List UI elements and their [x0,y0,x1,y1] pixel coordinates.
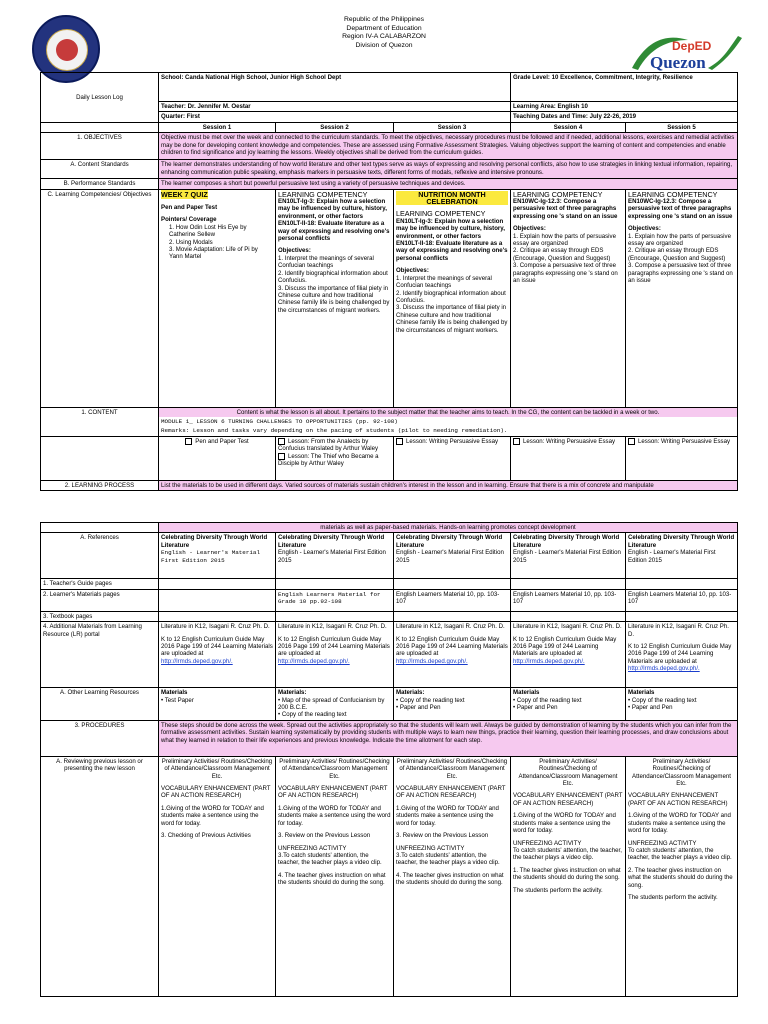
s2-objective-3: 3. Discuss the importance of filial piety in Chinese culture and how traditional Chinese family life is being challenged by the circumstances of migrant workers. [278,284,390,314]
daily-lesson-log-title: Daily Lesson Log [41,73,159,123]
references-label: A. References [41,533,159,579]
teacher-cell: Teacher: Dr. Jennifer M. Oestar [159,102,511,112]
s5-vocab-heading: VOCABULARY ENHANCEMENT (PART OF AN ACTION RESEARCH) [628,792,728,807]
content-description-cell [159,407,738,436]
materials-cont-blank [41,523,159,533]
s5-perform: The students perform the activity. [628,893,718,901]
s1-add-1: Literature in K12, Isagani R. Cruz Ph. D. [161,623,270,631]
tb-pages-label: 3. Textbook pages [41,611,159,621]
s1-additional [159,622,276,688]
s1-content-cell [159,436,276,480]
tg-pages-label: 1. Teacher's Guide pages [41,579,159,589]
s2-video-clip: 3.To catch students' attention, the teacher, the teacher plays a video clip. [278,851,382,867]
s1-pointers-list: 1. How Odin Lost His Eye by Catherine Sellew 2. Using Modals 3. Movie Adaptation: Life of Pi by Yann Martel [169,223,258,261]
s3-objective-2: 2. Identify biographical information about Confucius. [396,289,506,304]
s5-materials: Materials • Copy of the reading text • Paper and Pen [626,688,738,721]
division-line: Division of Quezon [355,41,413,49]
s4-content-cell [511,436,626,480]
s1-references [159,533,276,579]
s5-material-2: Paper and Pen [631,704,673,712]
s5-objective-2: 2. Critique an essay through EDS (Encourage, Question and Suggest) [628,247,726,262]
s5-materials-heading: Materials [628,689,655,697]
s1-materials: Materials • Test Paper [159,688,276,721]
content-standards-text: The learner demonstrates understanding of how world literature and other text types serve as ways of expressing and resolving personal conflicts, also how to use strategies in linking textual information, repairing, enhancing communication public speaking, emphasis markers in persuasive texts, different forms of modals, reflexive and intensive pronouns. [159,160,738,179]
s1-prelim: Preliminary Activities/ Routines/Checking of Attendance/Classroom Management Etc. [161,757,273,780]
s2-additional [276,622,394,688]
s5-additional [626,622,738,688]
s2-content-cell [276,436,394,480]
s4-vocab-heading: VOCABULARY ENHANCEMENT (PART OF AN ACTION RESEARCH) [513,792,623,807]
s2-prelim: Preliminary Activities/ Routines/Checking of Attendance/Classroom Management Etc. [279,757,390,780]
s5-ref-edition: English - Learner's Material First Edition 2015 [628,549,716,564]
checkbox-icon [396,438,403,445]
session-3-header: Session 3 [394,122,511,132]
s1-pen-paper-test: Pen and Paper Test [161,204,218,212]
s2-review: 3. Review on the Previous Lesson [278,832,371,840]
s2-word-today: 1.Giving of the WORD for TODAY and students make a sentence using the word for today. [278,804,391,827]
s5-content-cell [626,436,738,480]
s4-lc-heading: LEARNING COMPETENCY [513,189,603,199]
checkbox-icon [278,438,285,445]
s2-references [276,533,394,579]
s4-ref-edition: English - Learner's Material First Edition 2015 [513,549,621,564]
s3-material-2: Paper and Pen [399,704,441,712]
s5-procedure [626,756,738,996]
s2-material-2: Copy of the reading text [281,711,347,719]
checkbox-icon [185,438,192,445]
s5-references [626,533,738,579]
s4-code-1: EN10WC-Ig-12.3: Compose a persuasive text of three paragraphs expressing one 's stand on an issue [513,198,618,220]
s4-instruction: 1. The teacher gives instruction on what the students should do during the song. [513,866,621,882]
s4-procedure [511,756,626,996]
s3-materials-heading: Materials: [396,689,425,697]
s4-word-today: 1.Giving of the WORD for TODAY and students make a sentence using the word for today. [513,812,616,835]
s1-checking: 3. Checking of Previous Activities [161,832,251,840]
region-line: Region IV-A CALABARZON [342,33,426,41]
session-4-header: Session 4 [511,122,626,132]
s1-pointers-heading: Pointers/ Coverage [161,216,217,224]
s5-objectives-heading: Objectives: [628,225,661,233]
learning-process-label: 2. LEARNING PROCESS [41,480,159,490]
lesson-log-table-1 [40,72,738,491]
s2-ref-title: Celebrating Diversity Through World Literature [278,534,385,549]
s3-prelim: Preliminary Activities/ Routines/Checking of Attendance/Classroom Management Etc. [396,757,508,780]
competencies-label: C. Learning Competencies/ Objectives [41,189,159,407]
s1-procedure [159,756,276,996]
lesson-log-table-2 [40,522,738,997]
s3-additional [394,622,511,688]
s3-review: 3. Review on the Previous Lesson [396,832,489,840]
s2-objective-2: 2. Identify biographical information about Confucius. [278,269,388,285]
performance-standards-text: The learner composes a short but powerful persuasive text using a variety of persuasive techniques and devices. [159,179,738,189]
s3-lm-pages: English Learners Material 10, pp. 103-107 [394,589,511,611]
deped-quezon-logo [628,30,750,74]
checkbox-icon [278,453,285,460]
procedures-text: These steps should be done across the week. Spread out the activities appropriately so that the students will learn well. Always be guided by demonstration of learning by the students which you can infer from the formative assessment activities. Sustain learning systematically by providing students with multiple ways to learn new things, practice their learning, question their learning processes, and draw conclusions about what they learned in relation to their life experiences and previous knowledge. Indicate the time allotment for each step. [159,720,738,756]
s4-competency-cell [511,189,626,407]
week-7-quiz-label: WEEK 7 QUIZ [161,189,208,199]
svg-text:Quezon: Quezon [650,53,706,72]
objectives-label: 1. OBJECTIVES [41,133,159,160]
page-two [0,508,768,1024]
checkbox-icon [513,438,520,445]
s4-materials-heading: Materials [513,689,540,697]
s4-material-1: Copy of the reading text [516,696,582,704]
s2-objective-1: 1. Interpret the meanings of several Confucian teachings [278,254,374,270]
performance-standards-label: B. Performance Standards [41,179,159,189]
lm-pages-label: 2. Learner's Materials pages [41,589,159,611]
s1-vocab-heading: VOCABULARY ENHANCEMENT (PART OF AN ACTION RESEARCH) [161,785,271,800]
objectives-text: Objective must be met over the week and connected to the curriculum standards. To meet the objectives, necessary procedures must be followed and if needed, additional lessons, exercises and remedial activities may be done for developing content knowledge and competencies. These are assessed using Formative Assessment Strategies. Valuing objectives support the learning of content and competencies and enable children to find significance and joy learning the lessons. Weekly objectives shall be derived from the curriculum guides. [159,133,738,160]
page-one [0,0,768,505]
s4-references [511,533,626,579]
s5-prelim: Preliminary Activities/ Routines/Checking of Attendance/Classroom Management Etc. [632,757,731,788]
s3-objective-3: 3. Discuss the importance of filial piety in Chinese culture and how traditional Chinese family life is being challenged by the circumstances of migrant workers. [396,304,508,334]
s5-lm-pages: English Learners Material 10, pp. 103-107 [626,589,738,611]
s3-lesson: Lesson: Writing Persuasive Essay [406,437,499,445]
s3-lrmds-link[interactable]: http://lrmds.deped.gov.ph/. [396,657,468,665]
school-cell: School: Canda National High School, Junior High School Dept [159,73,511,102]
s4-objective-3: 3. Compose a persuasive text of three paragraphs expressing one 's stand on an issue [513,262,618,285]
s5-lrmds-link[interactable]: http://lrmds.deped.gov.ph/. [628,665,700,673]
other-resources-label: A. Other Learning Resources [41,688,159,721]
remarks-text: Remarks: Lesson and tasks vary depending on the pacing of students (pilot to needing remediation). [161,427,508,435]
s3-word-today: 1.Giving of the WORD for TODAY and students make a sentence using the word for today. [396,804,499,827]
s2-code-1: EN10LT-Ig-3: Explain how a selection may be influenced by culture, history, environment, or other factors [278,198,387,220]
s4-material-2: Paper and Pen [516,704,558,712]
s1-word-today: 1.Giving of the WORD for TODAY and students make a sentence using the word for today. [161,804,264,827]
s4-lrmds-link[interactable]: http://lrmds.deped.gov.ph/. [513,657,585,665]
learning-process-text: List the materials to be used in different days. Varied sources of materials sustain children's interest in the lesson and in learning. Ensure that there is a mix of concrete and manipulate [159,480,738,490]
s5-add-1: Literature in K12, Isagani R. Cruz Ph. D. [628,623,729,638]
s1-pointer-3: Movie Adaptation: Life of Pi by Yann Martel [169,246,258,261]
s4-lm-pages: English Learners Material 10, pp. 103-107 [511,589,626,611]
s3-competency-cell [394,189,511,407]
s3-materials: Materials: • Copy of the reading text • Paper and Pen [394,688,511,721]
s1-content-text: Pen and Paper Test [195,437,249,445]
s5-lc-heading: LEARNING COMPETENCY [628,189,718,199]
s2-procedure [276,756,394,996]
s3-ref-edition: English - Learner's Material First Edition 2015 [396,549,504,564]
s4-objective-1: 1. Explain how the parts of persuasive essay are organized [513,232,616,248]
s4-video-clip: To catch students' attention, the teacher, the teacher plays a video clip. [513,846,622,862]
s5-word-today: 1.Giving of the WORD for TODAY and students make a sentence using the word for today. [628,812,731,835]
s2-add-2: K to 12 English Curriculum Guide May 2016 Page 199 of 244 Learning Materials are uploaded at [278,635,390,658]
s3-instruction: 4. The teacher gives instruction on what the students should do during the song. [396,871,504,887]
s4-objective-2: 2. Critique an essay through EDS (Encourage, Question and Suggest) [513,247,611,262]
s2-lrmds-link[interactable]: http://lrmds.deped.gov.ph/. [278,657,350,665]
s1-ref-edition: English - Learner's Material First Edition 2015 [161,549,260,564]
s3-lc-heading: LEARNING COMPETENCY [396,209,486,219]
s5-code-1: EN10WC-Ig-12.3: Compose a persuasive text of three paragraphs expressing one 's stand on an issue [628,198,733,220]
s4-ref-title: Celebrating Diversity Through World Literature [513,534,620,549]
s5-objective-1: 1. Explain how the parts of persuasive essay are organized [628,232,731,248]
s5-ref-title: Celebrating Diversity Through World Literature [628,534,735,549]
s3-video-clip: 3.To catch students' attention, the teacher, the teacher plays a video clip. [396,851,500,867]
s4-materials: Materials • Copy of the reading text • Paper and Pen [511,688,626,721]
s3-references [394,533,511,579]
session-2-header: Session 2 [276,122,394,132]
s3-content-cell [394,436,511,480]
department-line: Department of Education [346,24,422,32]
s2-material-1: Map of the spread of Confucianism by 200 B.C.E. [278,696,385,712]
s1-pointer-1: How Odin Lost His Eye by Catherine Sellew [169,223,247,239]
grade-level-cell: Grade Level: 10 Excellence, Commitment, Integrity, Resilience [511,73,738,102]
additional-materials-label: 4. Additional Materials from Learning Resource (LR) portal [41,622,159,688]
s5-add-2: K to 12 English Curriculum Guide May 2016 Page 199 of 244 Learning Materials are uploaded at [628,643,732,665]
s2-lesson-2: Lesson: The Thief who Became a Disciple by Arthur Waley [278,452,379,468]
teaching-dates-cell: Teaching Dates and Time: July 22-26, 2019 [511,112,738,122]
s2-ref-edition: English - Learner's Material First Edition 2015 [278,549,386,564]
republic-line: Republic of the Philippines [343,16,425,23]
s5-objective-3: 3. Compose a persuasive text of three paragraphs expressing one 's stand on an issue [628,262,733,285]
content-blank [41,436,159,480]
module-title: MODULE 1_ LESSON 6 TURNING CHALLENGES TO OPPORTUNITIES (pp. 92-108) [161,418,398,426]
session-5-header: Session 5 [626,122,738,132]
s3-material-1: Copy of the reading text [399,696,465,704]
s3-code-1: EN10LT-Ig-3: Explain how a selection may be influenced by culture, history, environment, or other factors [396,217,505,240]
content-label: 1. CONTENT [41,407,159,436]
s2-code-2: EN10LT-II-18: Evaluate literature as a way of expressing and resolving one's personal conflicts [278,220,390,243]
s5-unfreezing: UNFREEZING ACTIVITY [628,839,697,847]
s3-objective-1: 1. Interpret the meanings of several Confucian teachings [396,274,492,290]
s4-perform: The students perform the activity. [513,886,603,894]
s1-material-1: Test Paper [164,696,194,704]
nutrition-month-label: NUTRITION MONTH CELEBRATION [396,191,508,206]
s5-lesson: Lesson: Writing Persuasive Essay [638,437,731,445]
procedures-label: 3. PROCEDURES [41,720,159,756]
letterhead [0,0,768,72]
s2-objectives-heading: Objectives: [278,247,311,255]
quarter-cell: Quarter: First [159,112,511,122]
checkbox-icon [628,438,635,445]
s4-prelim: Preliminary Activities/ Routines/Checking of Attendance/Classroom Management Etc. [518,757,618,788]
s2-materials-heading: Materials: [278,689,307,697]
s3-vocab-heading: VOCABULARY ENHANCEMENT (PART OF AN ACTION RESEARCH) [396,785,506,800]
learning-area-cell: Learning Area: English 10 [511,102,738,112]
s3-objectives-heading: Objectives: [396,267,429,275]
s4-additional [511,622,626,688]
s3-code-2: EN10LT-II-18: Evaluate literature as a way of expressing and resolving one's personal conflicts [396,240,508,262]
s3-ref-title: Celebrating Diversity Through World Literature [396,534,503,549]
s1-ref-title: Celebrating Diversity Through World Literature [161,534,268,549]
s3-add-2: K to 12 English Curriculum Guide May 2016 Page 199 of 244 Learning Materials are uploaded at [396,635,508,658]
s2-add-1: Literature in K12, Isagani R. Cruz Ph. D. [278,623,387,631]
s1-add-2: K to 12 English Curriculum Guide May 2016 Page 199 of 244 Learning Materials are uploaded at [161,635,273,658]
s2-instruction: 4. The teacher gives instruction on what the students should do during the song. [278,871,386,887]
s2-competency-cell [276,189,394,407]
reviewing-label: A. Reviewing previous lesson or presenting the new lesson [41,756,159,996]
session-1-header: Session 1 [159,122,276,132]
s4-unfreezing: UNFREEZING ACTIVITY [513,839,582,847]
s5-instruction: 2. The teacher gives instruction on what the students should do during the song. [628,866,733,889]
s5-competency-cell [626,189,738,407]
s2-lm-pages: English Learners Material for Grade 10 pp.92-108 [276,589,394,611]
s5-material-1: Copy of the reading text [631,696,697,704]
session-header-blank [41,122,159,132]
s2-materials: Materials: • Map of the spread of Confucianism by 200 B.C.E. • Copy of the reading text [276,688,394,721]
s4-add-1: Literature in K12, Isagani R. Cruz Ph. D. [513,623,622,631]
s3-procedure [394,756,511,996]
svg-text:DepED: DepED [672,39,712,53]
s1-materials-heading: Materials [161,689,188,697]
s1-pointer-2: Using Modals [175,238,213,246]
s3-unfreezing: UNFREEZING ACTIVITY [396,844,465,852]
content-standards-label: A. Content Standards [41,160,159,179]
s4-objectives-heading: Objectives: [513,225,546,233]
s4-add-2: K to 12 English Curriculum Guide May 2016 Page 199 of 244 Learning Materials are uploaded at [513,635,617,658]
s4-lesson: Lesson: Writing Persuasive Essay [523,437,616,445]
materials-cont-text: materials as well as paper-based materials. Hands-on learning promotes concept development [159,523,738,533]
s2-lesson-1: Lesson: From the Analects by Confucius translated by Arthur Waley [278,437,379,453]
s2-lc-heading: LEARNING COMPETENCY [278,189,368,199]
s1-competency-cell [159,189,276,407]
s3-add-1: Literature in K12, Isagani R. Cruz Ph. D. [396,623,505,631]
s2-vocab-heading: VOCABULARY ENHANCEMENT (PART OF AN ACTION RESEARCH) [278,785,388,800]
s1-lrmds-link[interactable]: http://lrmds.deped.gov.ph/. [161,657,233,665]
content-description: Content is what the lesson is all about. It pertains to the subject matter that the teacher aims to teach. In the CG, the content can be tackled in a week or two. [159,408,737,417]
s5-video-clip: To catch students' attention, the teacher, the teacher plays a video clip. [628,846,732,862]
s2-unfreezing: UNFREEZING ACTIVITY [278,844,347,852]
